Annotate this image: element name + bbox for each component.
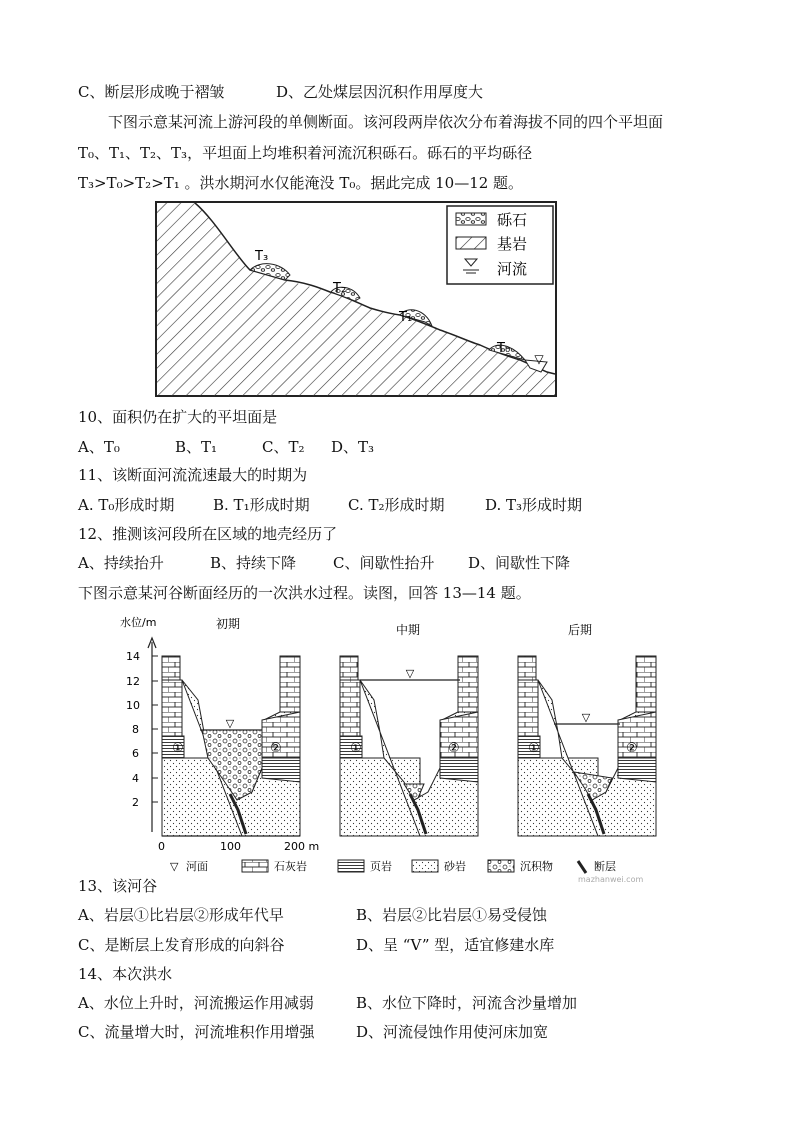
layer-mark-2-middle: ②: [448, 741, 460, 756]
stage-title-middle: 中期: [396, 623, 421, 637]
panel-late: [518, 656, 656, 836]
q12-option-c: C、间歇性抬升: [333, 554, 435, 572]
q14-option-b: B、水位下降时，河流含沙量增加: [356, 994, 578, 1012]
legend-river-label: 河流: [497, 260, 528, 278]
q10-stem: 10、面积仍在扩大的平坦面是: [78, 408, 278, 426]
terrace-label-t3: T₃: [255, 249, 269, 264]
water-symbol-early: ▽: [225, 717, 235, 730]
figure1-legend: [447, 206, 553, 284]
q13-option-d: D、呈 “V” 型，适宜修建水库: [356, 936, 555, 954]
y-tick-8: 8: [132, 723, 139, 736]
legend-water-icon: ▽: [170, 860, 179, 873]
stage-title-early: 初期: [216, 617, 241, 631]
stage-title-late: 后期: [568, 623, 593, 637]
q11-option-a: A. T₀形成时期: [78, 496, 175, 514]
q13-stem: 13、该河谷: [78, 877, 158, 895]
legend-sandstone-swatch: [412, 860, 438, 872]
q13-option-b: B、岩层②比岩层①易受侵蚀: [356, 906, 548, 924]
intro1-line3: T₃>T₀>T₂>T₁ 。洪水期河水仅能淹没 T₀。据此完成 10—12 题。: [78, 174, 524, 192]
q14-option-a: A、水位上升时，河流搬运作用减弱: [78, 994, 314, 1012]
q11-option-c: C. T₂形成时期: [348, 496, 445, 514]
q12-option-d: D、间歇性下降: [468, 554, 571, 572]
y-tick-14: 14: [126, 650, 140, 663]
y-tick-2: 2: [132, 796, 139, 809]
layer-mark-1-middle: ①: [350, 741, 362, 756]
y-tick-6: 6: [132, 747, 139, 760]
panel-middle: [340, 656, 478, 836]
legend-gravel-label: 砾石: [497, 211, 528, 229]
q14-stem: 14、本次洪水: [78, 965, 173, 983]
water-symbol-late: ▽: [581, 711, 591, 724]
y-axis-label: 水位/m: [120, 616, 157, 629]
legend-water-label: 河面: [186, 860, 208, 873]
intro1-line2: T₀、T₁、T₂、T₃，平坦面上均堆积着河流沉积砾石。砾石的平均砾径: [78, 144, 533, 162]
legend-sediment-label: 沉积物: [520, 860, 553, 873]
terrace-label-t1: T₁: [399, 310, 413, 325]
q11-option-d: D. T₃形成时期: [485, 496, 583, 514]
q14-option-d: D、河流侵蚀作用使河床加宽: [356, 1023, 549, 1041]
layer-mark-2-late: ②: [626, 741, 638, 756]
q12-option-a: A、持续抬升: [78, 554, 164, 572]
legend-fault-icon: [578, 861, 586, 873]
legend-limestone-swatch: [242, 860, 268, 872]
q12-stem: 12、推测该河段所在区域的地壳经历了: [78, 525, 338, 543]
y-axis-ticks: [152, 656, 158, 802]
water-symbol-middle: ▽: [405, 667, 415, 680]
flood-valley-figure: [112, 612, 672, 884]
q11-stem: 11、该断面河流流速最大的时期为: [78, 466, 308, 484]
legend-fault-label: 断层: [594, 860, 616, 873]
q10-option-a: A、T₀: [78, 438, 120, 456]
terrace-cross-section-figure: [155, 200, 559, 400]
y-tick-4: 4: [132, 772, 139, 785]
watermark: mazhanwei.com: [578, 875, 644, 884]
x-tick-100: 100: [220, 840, 241, 853]
terrace-label-t0: T₀: [497, 341, 511, 356]
legend-bedrock-swatch: [456, 237, 486, 249]
intro1-line1: 下图示意某河流上游河段的单侧断面。该河段两岸依次分布着海拔不同的四个平坦面: [108, 113, 664, 131]
q11-option-b: B. T₁形成时期: [213, 496, 310, 514]
q10-option-c: C、T₂: [262, 438, 305, 456]
terrace-label-t2: T₂: [333, 281, 347, 296]
legend-sandstone-label: 砂岩: [444, 860, 466, 873]
x-tick-0: 0: [158, 840, 165, 853]
legend-shale-swatch: [338, 860, 364, 872]
figure2-legend: [170, 859, 616, 873]
river-symbol: ▽: [534, 352, 544, 366]
q13-option-a: A、岩层①比岩层②形成年代早: [78, 906, 284, 924]
intro2-text: 下图示意某河谷断面经历的一次洪水过程。读图，回答 13—14 题。: [78, 584, 531, 602]
legend-gravel-swatch: [456, 213, 486, 225]
q12-option-b: B、持续下降: [210, 554, 297, 572]
layer-mark-2-early: ②: [270, 741, 282, 756]
q10-option-b: B、T₁: [175, 438, 218, 456]
q14-option-c: C、流量增大时，河流堆积作用增强: [78, 1023, 315, 1041]
legend-shale-label: 页岩: [370, 860, 392, 873]
q9-option-d: D、乙处煤层因沉积作用厚度大: [276, 83, 484, 101]
legend-bedrock-label: 基岩: [497, 235, 528, 253]
panel-early: [162, 656, 300, 836]
layer-mark-1-early: ①: [172, 741, 184, 756]
y-tick-10: 10: [126, 699, 140, 712]
legend-limestone-label: 石灰岩: [274, 860, 307, 873]
layer-mark-1-late: ①: [528, 741, 540, 756]
x-tick-200: 200 m: [284, 840, 320, 853]
q9-option-c: C、断层形成晚于褶皱: [78, 83, 225, 101]
y-tick-12: 12: [126, 675, 140, 688]
q10-option-d: D、T₃: [331, 438, 375, 456]
q13-option-c: C、是断层上发育形成的向斜谷: [78, 936, 285, 954]
legend-sediment-swatch: [488, 860, 514, 872]
